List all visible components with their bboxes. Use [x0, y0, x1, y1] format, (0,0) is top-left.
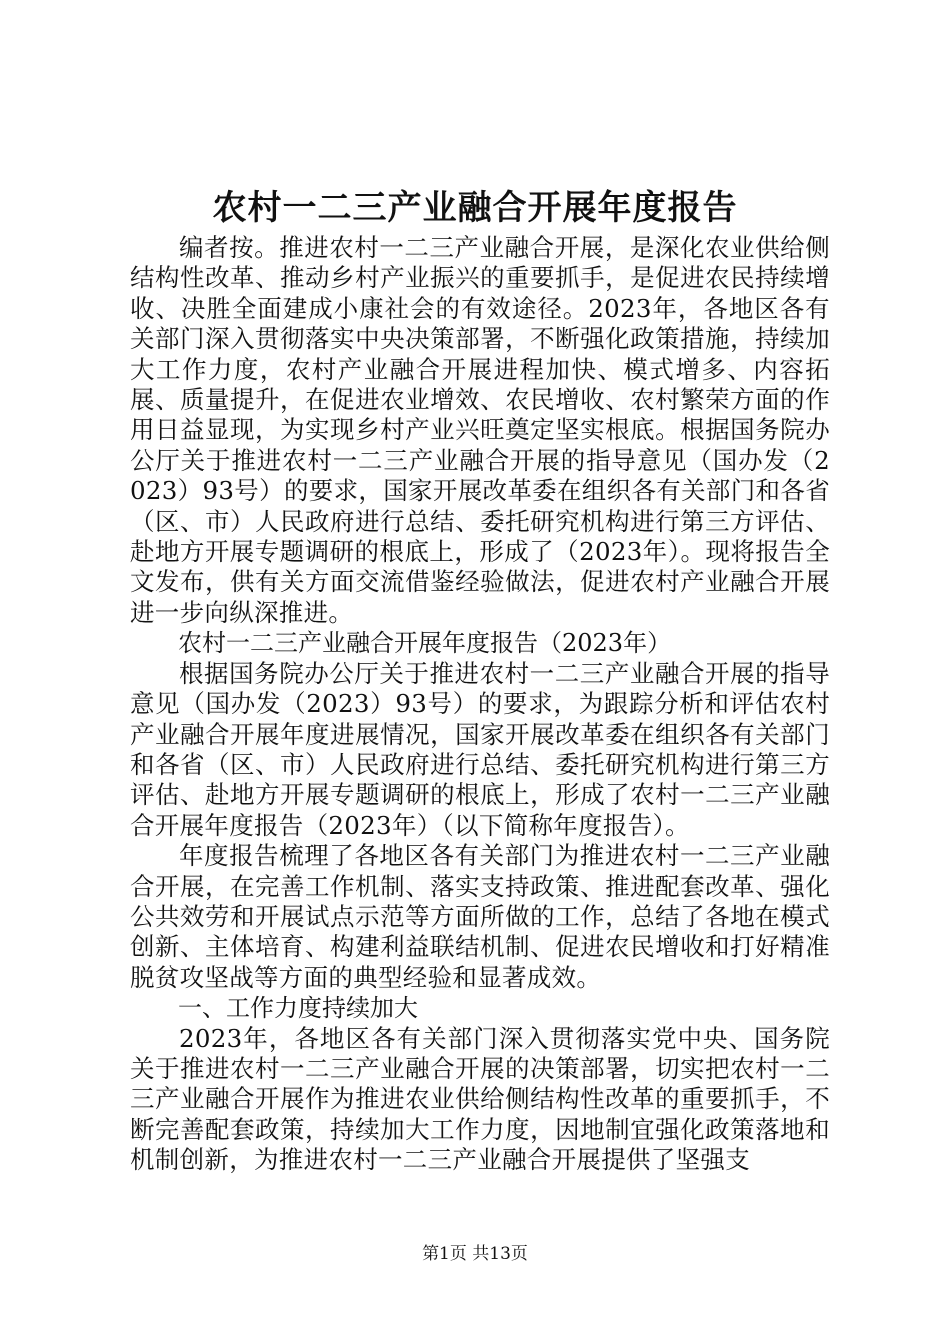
- section-1-heading: 一、工作力度持续加大: [178, 994, 418, 1023]
- paragraph-1: 根据国务院办公厅关于推进农村一二三产业融合开展的指导意见（国办发（2023）93号）的要求，为跟踪分析和评估农村产业融合开展年度进展情况，国家开展改革委在组织各有关部门和各省（区、市）人民政府进行总结、委托研究机构进行第三方评估、赴地方开展专题调研的根底上，形成了农村一二三产业融合开展年度报告（2023年）（以下简称年度报告）。: [130, 658, 830, 840]
- report-subtitle: 农村一二三产业融合开展年度报告（2023年）: [178, 629, 672, 658]
- document-title: 农村一二三产业融合开展年度报告: [212, 188, 738, 228]
- page-number-footer: 第1页 共13页: [422, 1244, 528, 1264]
- editor-note-paragraph: 编者按。推进农村一二三产业融合开展，是深化农业供给侧结构性改革、推动乡村产业振兴的重要抓手，是促进农民持续增收、决胜全面建成小康社会的有效途径。2023年，各地区各有关部门深入贯彻落实中央决策部署，不断强化政策措施，持续加大工作力度，农村产业融合开展进程加快、模式增多、内容拓展、质量提升，在促进农业增效、农民增收、农村繁荣方面的作用日益显现，为实现乡村产业兴旺奠定坚实根底。根据国务院办公厅关于推进农村一二三产业融合开展的指导意见（国办发（2023）93号）的要求，国家开展改革委在组织各有关部门和各省（区、市）人民政府进行总结、委托研究机构进行第三方评估、赴地方开展专题调研的根底上，形成了（2023年）。现将报告全文发布，供有关方面交流借鉴经验做法，促进农村产业融合开展进一步向纵深推进。: [130, 233, 830, 627]
- paragraph-2: 年度报告梳理了各地区各有关部门为推进农村一二三产业融合开展，在完善工作机制、落实支持政策、推进配套改革、强化公共效劳和开展试点示范等方面所做的工作，总结了各地在模式创新、主体培育、构建利益联结机制、促进农民增收和打好精准脱贫攻坚战等方面的典型经验和显著成效。: [130, 841, 830, 992]
- document-body: [130, 233, 830, 1176]
- paragraph-3: 2023年，各地区各有关部门深入贯彻落实党中央、国务院关于推进农村一二三产业融合开展的决策部署，切实把农村一二三产业融合开展作为推进农业供给侧结构性改革的重要抓手，不断完善配套政策，持续加大工作力度，因地制宜强化政策落地和机制创新，为推进农村一二三产业融合开展提供了坚强支: [130, 1023, 830, 1175]
